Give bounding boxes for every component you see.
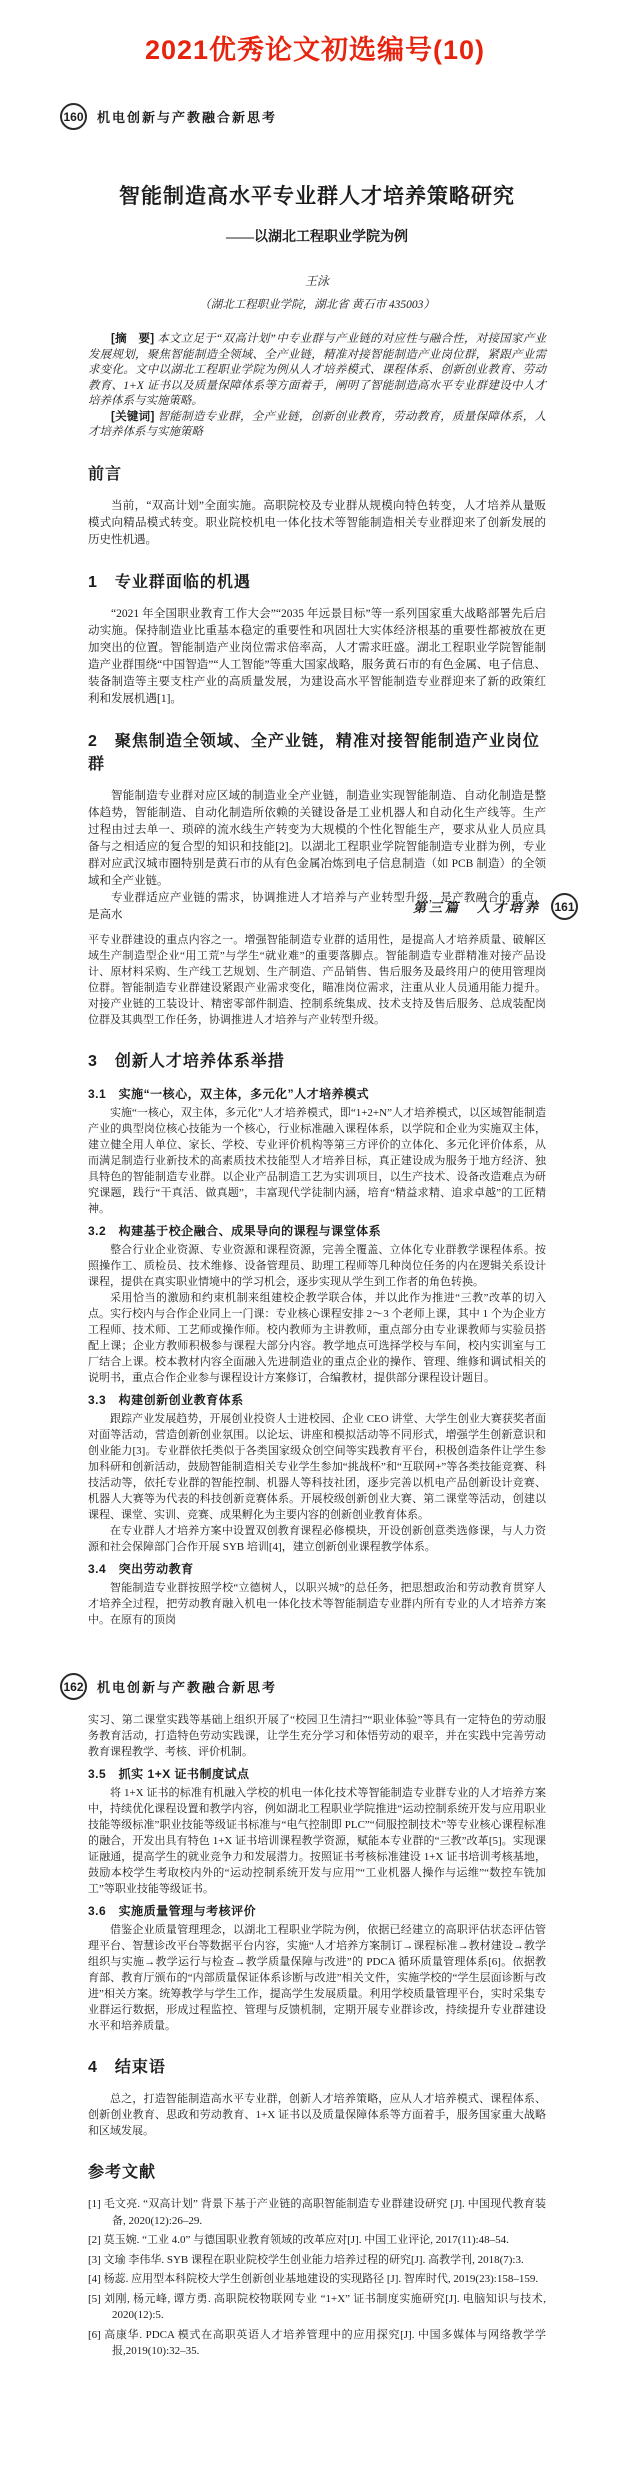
section3-1-heading: 3.1 实施“一核心，双主体，多元化”人才培养模式 bbox=[88, 1087, 370, 1101]
section3-6-paragraph: 借鉴企业质量管理理念，以湖北工程职业学院为例，依据已经建立的高职评估状态评估管理平台、智慧诊改平台等数据平台内容，实施“人才培养方案制订→课程标准→教材建设→教学组织与实施→教学运行与检查→教学质量保障与改进”的 PDCA 循环质量管理体系[6]。依据教育部、教育厅颁布的“内部质量保证体系诊断与改进”相关文件，实施学校的“学生层面诊断与改进”相关方案。统筹教学与学生工作，提高学生发展质量。利用学校质量管理平台，实时采集专业群运行数据，形成过程监控、管理与反馈机制，定期开展专业群诊改，持续提升专业群建设水平和培养质量。 bbox=[88, 1924, 546, 2032]
section3-3-heading: 3.3 构建创新创业教育体系 bbox=[88, 1393, 244, 1407]
reference-item: [1] 毛文亮. “双高计划” 背景下基于产业链的高职智能制造专业群建设研究 [J]. 中国现代教育装备, 2020(12):26–29. bbox=[88, 2198, 546, 2227]
section3-6-heading: 3.6 实施质量管理与考核评价 bbox=[88, 1904, 257, 1918]
page1-text-column bbox=[88, 180, 546, 924]
section3-4-heading: 3.4 突出劳动教育 bbox=[88, 1562, 194, 1576]
references-heading: 参考文献 bbox=[88, 2164, 157, 2181]
section3-5-heading: 3.5 抓实 1+X 证书制度试点 bbox=[88, 1767, 250, 1781]
section4-heading: 4 结束语 bbox=[88, 2059, 166, 2076]
section2-paragraph-1: 智能制造专业群对应区域的制造业全产业链，制造业实现智能制造、自动化制造是整体趋势，智能制造、自动化制造所依赖的关键设备是工业机器人和自动化生产线等。生产过程由过去单一、琐碎的流水线生产转变为大规模的个性化智能生产，要求从业人员应具备与之相适应的复合型的知识和技能[2]。以湖北工程职业学院智能制造专业群为例，专业群对应武汉城市圈特别是黄石市的从有色金属冶炼到电子信息制造（如 PCB 制造）的全领域和全产业链。 bbox=[88, 789, 546, 887]
abstract-paragraph bbox=[88, 332, 546, 410]
section4-paragraph: 总之，打造智能制造高水平专业群，创新人才培养策略，应从人才培养模式、课程体系、创新创业教育、思政和劳动教育、1+X 证书以及质量保障体系等方面着手，服务国家重大战略和区域发展。 bbox=[88, 2093, 546, 2137]
section3-5-paragraph: 将 1+X 证书的标准有机融入学校的机电一体化技术等智能制造专业群专业的人才培养方案中，持续优化课程设置和教学内容，例如湖北工程职业学院推进“运动控制系统开发与应用职业技能等级标准”职业技能等级证书标准与“电气控制即 PLC”“伺服控制技术”等专业核心课程标准的融合，开发出具有特色 1+X 证书培训课程教学资源，赋能本专业群的“三教”改革[5]。实现课证融通，提高学生的就业竞争力和发展潜力。按照证书考核标准建设 1+X 证书培训考核基地，鼓励本校学生考取校内外的“运动控制系统开发与应用”“工业机器人操作与运维”“数控车铣加工”等职业技能等级证书。 bbox=[88, 1787, 546, 1895]
section3-1-paragraph: 实施“一核心，双主体，多元化”人才培养模式，即“1+2+N”人才培养模式，以区域智能制造产业的典型岗位核心技能为一个核心，行业标准融入课程体系，以学院和企业为实施双主体，建立健全用人单位、家长、学校、专业评价机构等第三方评价的立体化、多元化评价体系，从而满足制造行业新技术的高素质技术技能型人才培养目标，真正建设成为服务于地方经济、独具特色的智能制造专业群。以企业产品制造工艺为实训项目，以生产技术、设备改造难点为研究课题，践行“干真活、做真题”，丰富现代学徒制内涵，培育“精益求精、追求卓越”的工匠精神。 bbox=[88, 1107, 546, 1215]
page1-number-badge: 160 bbox=[60, 103, 87, 130]
page1-running-head bbox=[60, 103, 277, 130]
section3-2-paragraph-2: 采用恰当的激励和约束机制来组建校企教学联合体，并以此作为推进“三教”改革的切入点。实行校内与合作企业同上一门课：专业核心课程安排 2～3 个老师上课，其中 1 个为企业方工程师、技术师、工艺师或操作师。校内教师为主讲教师，重点部分由专业课教师与实验员搭配上课；企业方教师积极参与课程大部分内容。教学地点可选择学校与车间，校内实训室与工厂结合上课。校本教材内容全面融入先进制造业的重点企业的操作、管理、维修和调试相关的说明书，重点合作企业参与课程设计方案修订，合编教材，提供部分课程设计题目。 bbox=[88, 1292, 546, 1384]
section3-3-paragraph-2: 在专业群人才培养方案中设置双创教育课程必修模块，开设创新创意类选修课，与人力资源和社会保障部门合作开展 SYB 培训[4]，建立创新创业课程教学体系。 bbox=[88, 1525, 546, 1553]
author-name: 王泳 bbox=[304, 274, 329, 288]
section3-4-continuation-paragraph: 实习、第二课堂实践等基础上组织开展了“校园卫生清扫”“职业体验”等具有一定特色的劳动服务教育活动，打造特色劳动实践课，让学生充分学习和体悟劳动的艰辛，并在实践中完善劳动教育课程教学、考核、评价机制。 bbox=[88, 1714, 546, 1758]
abstract-text: 本文立足于“双高计划”中专业群与产业链的对应性与融合性，对接国家产业发展规划，聚焦智能制造全领域、全产业链，精准对接智能制造产业岗位群，紧跟产业需求变化。文中以湖北工程职业学院为例从人才培养模式、课程体系、创新创业教育、劳动教育、1+X 证书以及质量保障体系等方面着手，阐明了智能制造高水平专业群建设中人才培养体系与实施策略。 bbox=[88, 333, 546, 407]
page3-running-head-label: 机电创新与产教融合新思考 bbox=[97, 1680, 278, 1695]
keywords-paragraph bbox=[88, 410, 546, 441]
preface-heading: 前言 bbox=[88, 465, 123, 483]
page3-text-column bbox=[88, 1712, 546, 2363]
section2-continuation-paragraph: 平专业群建设的重点内容之一。增强智能制造专业群的适用性，是提高人才培养质量、破解区域生产制造型企业“用工荒”与学生“就业难”的重要落脚点。智能制造专业群精准对接产品设计、原材料采购、生产线工艺规划、生产制造、产品销售、售后服务及最终用户的使用管理岗位群。智能制造专业群建设紧跟产业需求变化，瞄准岗位需求，注重从业人员通用能力提升。对接产业链的工装设计、精密零部件制造、控制系统集成、技术支持及售后服务、总成装配岗位群及其典型工作任务，协调推进人才培养与产业转型升级。 bbox=[88, 934, 546, 1026]
keywords-label: [关键词] bbox=[111, 410, 155, 423]
section1-paragraph: “2021 年全国职业教育工作大会”“2035 年远景目标”等一系列国家重大战略部署先后启动实施。保持制造业比重基本稳定的重要性和巩固壮大实体经济根基的重要性都被放在更加突出的位置。智能制造产业岗位需求倍率高，人才需求旺盛。湖北工程职业学院智能制造产业群围绕“中国智造”“人工智能”等重大国家战略，服务黄石市的有色金属、电子信息、装备制造等主要支柱产业的高质量发展，为建设高水平智能制造专业群迎来了新的政策红利和发展机遇[1]。 bbox=[88, 607, 546, 705]
selection-banner-title: 2021优秀论文初选编号(10) bbox=[144, 35, 486, 65]
section2-heading: 2 聚焦制造全领域、全产业链，精准对接智能制造产业岗位群 bbox=[88, 732, 540, 773]
reference-item: [6] 高康华. PDCA 模式在高职英语人才培养管理中的应用探究[J]. 中国多媒体与网络教学学报,2019(10):32–35. bbox=[88, 2328, 546, 2357]
page2-running-head bbox=[413, 893, 578, 920]
paper-title: 智能制造高水平专业群人才培养策略研究 bbox=[119, 184, 515, 208]
abstract-label: [摘 要] bbox=[111, 333, 155, 345]
reference-item: [3] 文瑜 李伟华. SYB 课程在职业院校学生创业能力培养过程的研究[J]. 高教学刊, 2018(7):3. bbox=[88, 2253, 524, 2266]
page2-running-head-label: 第三篇 人才培养 bbox=[412, 900, 541, 915]
page2-text-column bbox=[88, 932, 546, 1628]
page3-running-head bbox=[60, 1673, 277, 1700]
reference-item: [5] 刘刚, 杨元峰, 谭方勇. 高职院校物联网专业 “1+X” 证书制度实施研究[J]. 电脑知识与技术, 2020(12):5. bbox=[88, 2292, 546, 2321]
keywords-text: 智能制造专业群，全产业链，创新创业教育，劳动教育，质量保障体系，人才培养体系与实施策略 bbox=[88, 410, 547, 438]
author-affiliation: （湖北工程职业学院，湖北省 黄石市 435003） bbox=[199, 299, 435, 311]
page1-running-head-label: 机电创新与产教融合新思考 bbox=[97, 110, 278, 125]
reference-item: [4] 杨蕊. 应用型本科院校大学生创新创业基地建设的实现路径 [J]. 智库时代, 2019(23):158–159. bbox=[88, 2273, 539, 2285]
section3-2-heading: 3.2 构建基于校企融合、成果导向的课程与课堂体系 bbox=[88, 1224, 382, 1238]
section3-heading: 3 创新人才培养体系举措 bbox=[88, 1053, 285, 1070]
references-list bbox=[88, 2196, 546, 2360]
page3-number-badge: 162 bbox=[60, 1673, 87, 1700]
page2-number-badge: 161 bbox=[551, 893, 578, 920]
section3-4-paragraph: 智能制造专业群按照学校“立德树人，以职兴城”的总任务，把思想政治和劳动教育贯穿人才培养全过程，把劳动教育融入机电一体化技术等智能制造专业群内所有专业的人才培养方案中。在原有的顶岗 bbox=[88, 1582, 546, 1626]
section1-heading: 1 专业群面临的机遇 bbox=[88, 573, 251, 591]
preface-paragraph: 当前，“双高计划”全面实施。高职院校及专业群从规模向特色转变，人才培养从量贩模式向精品模式转变。职业院校机电一体化技术等智能制造相关专业群迎来了创新发展的历史性机遇。 bbox=[88, 499, 546, 546]
reference-item: [2] 莫玉婉. “工业 4.0” 与德国职业教育领域的改革应对[J]. 中国工业评论, 2017(11):48–54. bbox=[88, 2234, 509, 2246]
paper-subtitle: ——以湖北工程职业学院为例 bbox=[226, 230, 408, 245]
section3-2-paragraph-1: 整合行业企业资源、专业资源和课程资源，完善全覆盖、立体化专业群教学课程体系。按照操作工、质检员、技术维修、设备管理员、助理工程师等几种岗位任务的内在逻辑关系设计课程，提供在真实职业情境中的学习机会，逐步实现从学生到工作者的角色转换。 bbox=[88, 1244, 546, 1288]
section3-3-paragraph-1: 跟踪产业发展趋势，开展创业投资人士进校园、企业 CEO 讲堂、大学生创业大赛获奖者面对面等活动，营造创新创业氛围。以论坛、讲座和模拟活动等不同形式，增强学生创新意识和创业能力[3]。专业群依托类似于各类国家级众创空间等实践教育平台，积极创造条件让学生参加科研和创新活动，鼓励智能制造相关专业学生参加“挑战杯”和“互联网+”等各类技能竞赛、科技活动等，依托专业群的智能控制、机器人等科技社团，逐步完善以机电产品创新设计竞赛、机器人大赛等为代表的科技创新竞赛体系。开展校级创新创业大赛、第二课堂等活动，创建以课程、课堂、实训、竞赛、成果孵化为主要内容的创新创业教育体系。 bbox=[88, 1413, 546, 1521]
section2-paragraph-2: 专业群适应产业链的需求，协调推进人才培养与产业转型升级，是产教融合的重点，是高水 bbox=[88, 891, 546, 921]
